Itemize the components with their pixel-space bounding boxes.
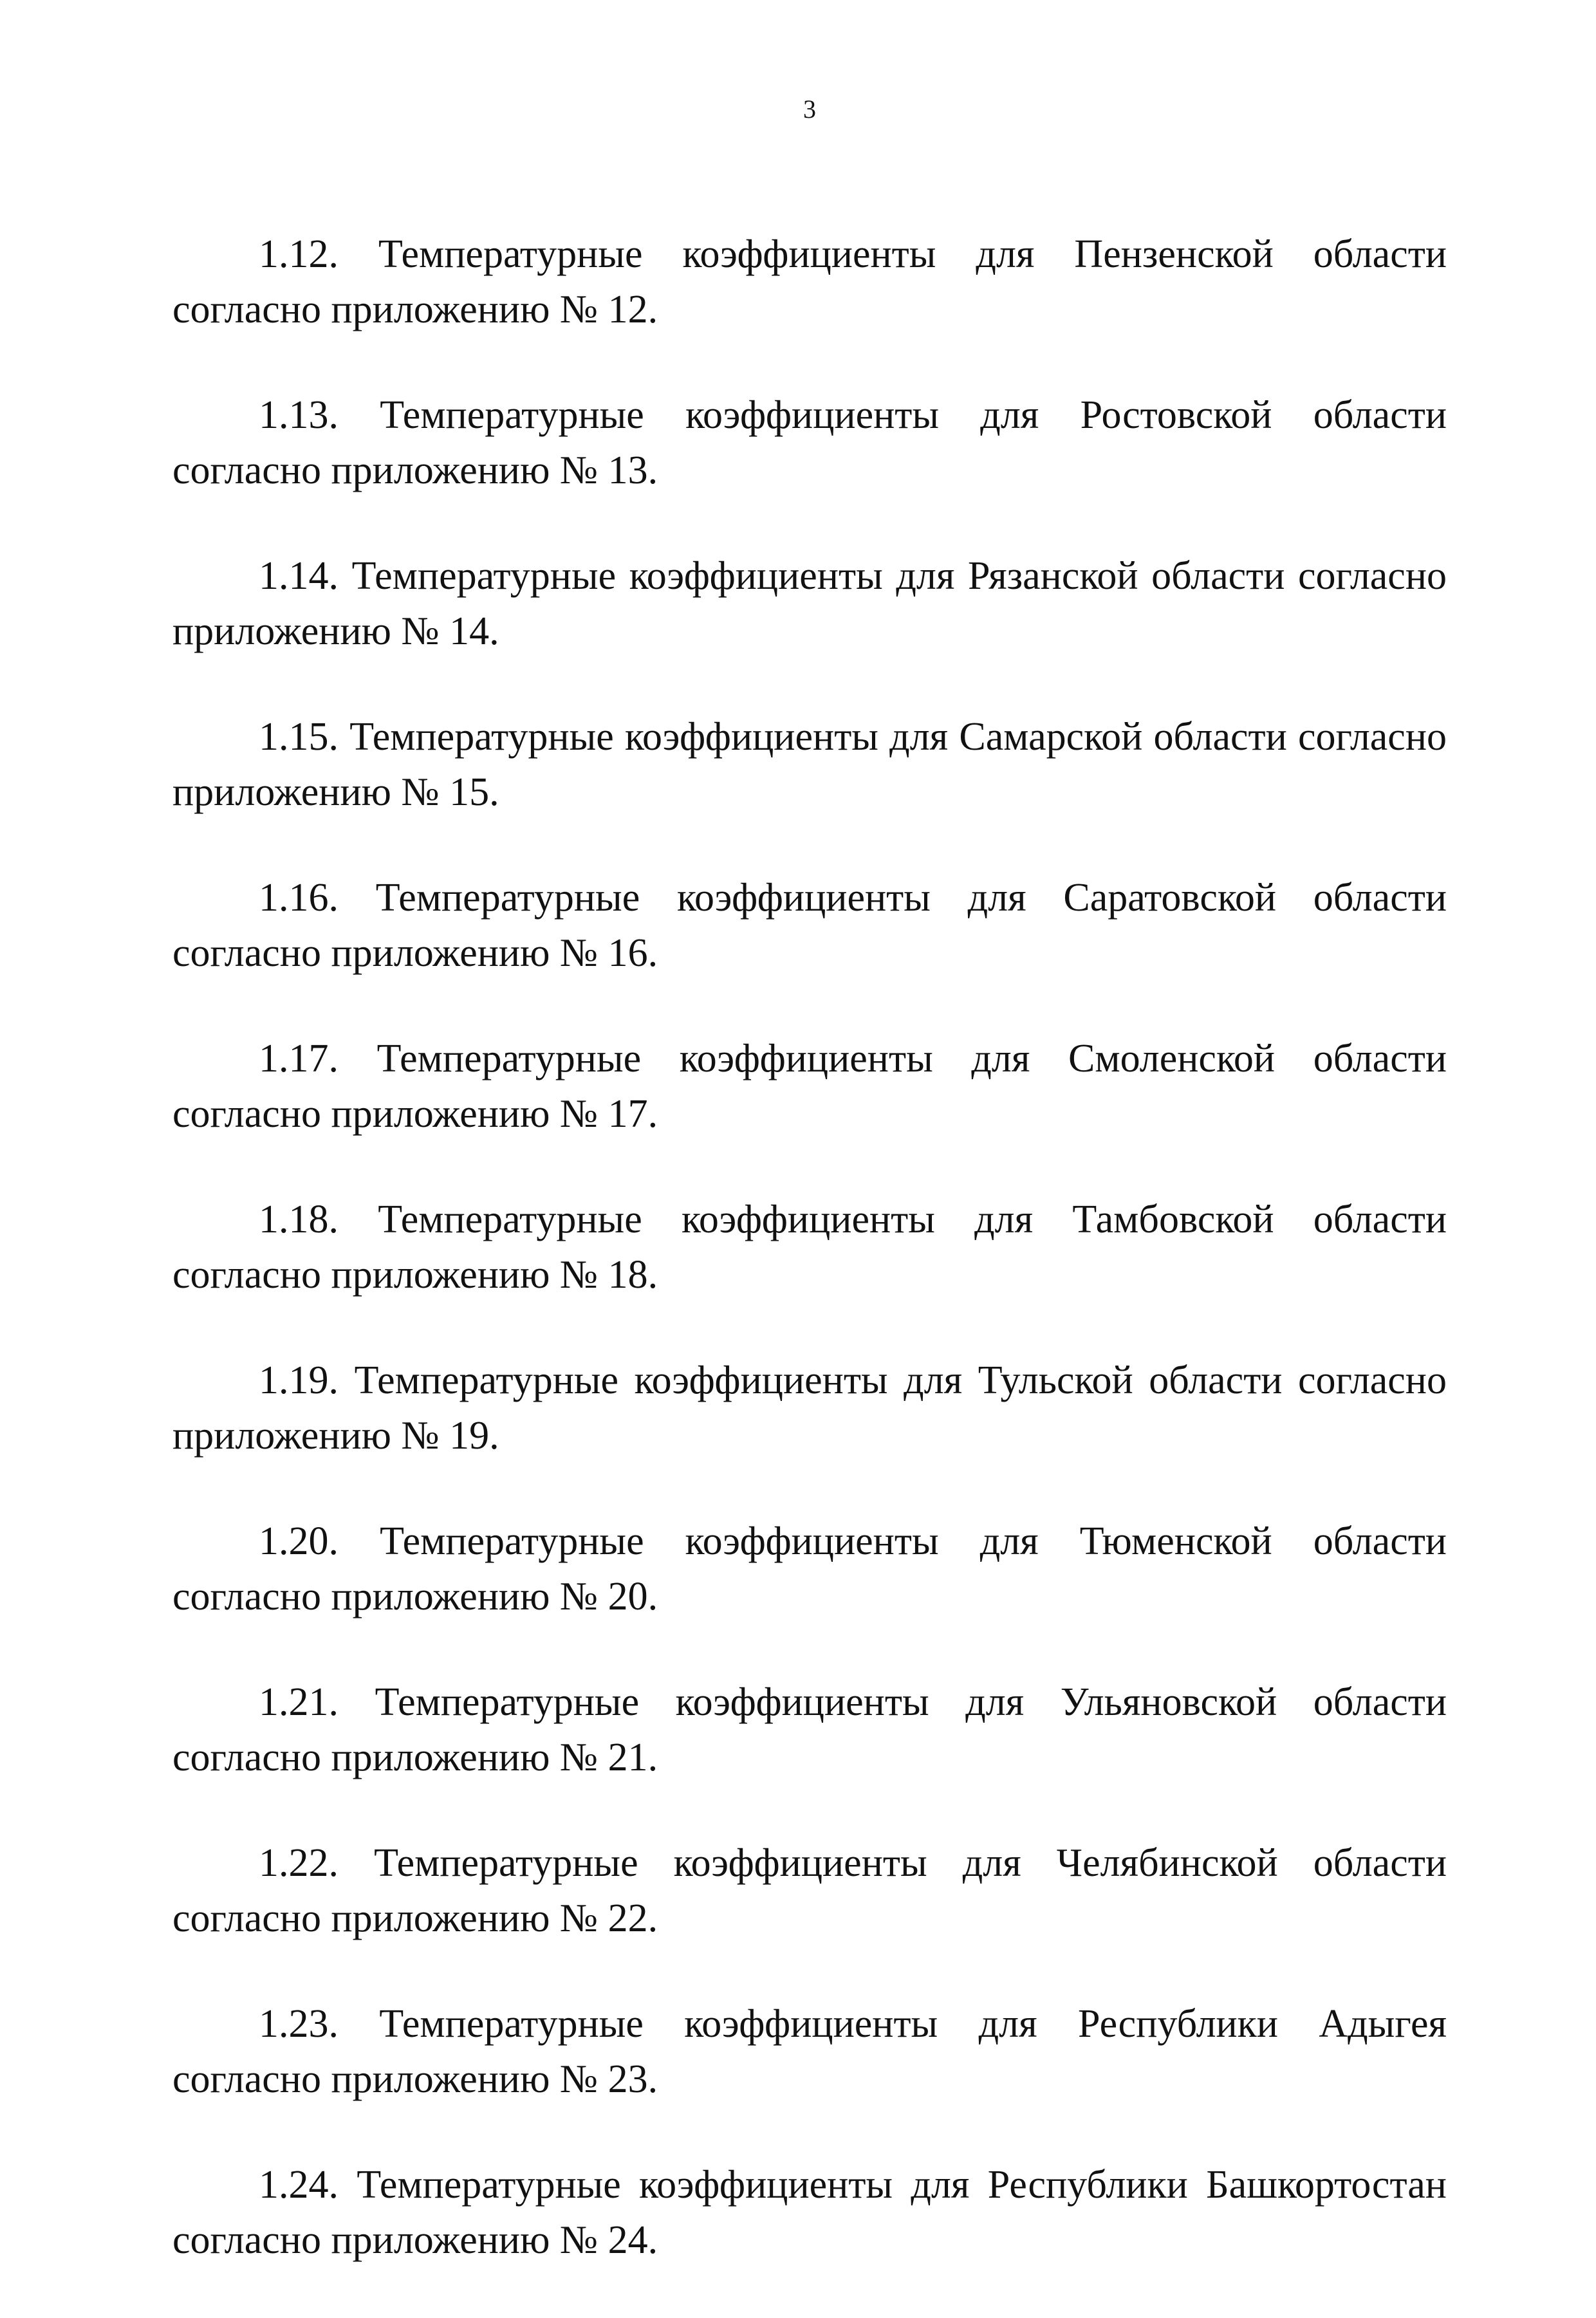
- document-body: [172, 227, 1447, 2318]
- paragraph-1-16: 1.16. Температурные коэффициенты для Саратовской области согласно приложению № 16.: [172, 876, 1447, 975]
- page-number: 3: [803, 95, 816, 124]
- paragraph-1-22: 1.22. Температурные коэффициенты для Челябинской области согласно приложению № 22.: [172, 1841, 1447, 1940]
- paragraph-1-19: 1.19. Температурные коэффициенты для Тульской области согласно приложению № 19.: [172, 1358, 1447, 1458]
- paragraph-1-13: 1.13. Температурные коэффициенты для Ростовской области согласно приложению № 13.: [172, 393, 1447, 492]
- paragraph-1-23: 1.23. Температурные коэффициенты для Республики Адыгея согласно приложению № 23.: [172, 2002, 1447, 2101]
- paragraph-1-18: 1.18. Температурные коэффициенты для Тамбовской области согласно приложению № 18.: [172, 1198, 1447, 1297]
- paragraph-1-20: 1.20. Температурные коэффициенты для Тюменской области согласно приложению № 20.: [172, 1519, 1447, 1618]
- paragraph-1-12: 1.12. Температурные коэффициенты для Пензенской области согласно приложению № 12.: [172, 232, 1447, 331]
- paragraph-1-24: 1.24. Температурные коэффициенты для Республики Башкортостан согласно приложению № 24.: [172, 2163, 1447, 2262]
- paragraph-1-21: 1.21. Температурные коэффициенты для Ульяновской области согласно приложению № 21.: [172, 1680, 1447, 1779]
- paragraph-1-14: 1.14. Температурные коэффициенты для Рязанской области согласно приложению № 14.: [172, 554, 1447, 653]
- paragraph-1-15: 1.15. Температурные коэффициенты для Самарской области согласно приложению № 15.: [172, 715, 1447, 814]
- paragraph-1-17: 1.17. Температурные коэффициенты для Смоленской области согласно приложению № 17.: [172, 1037, 1447, 1136]
